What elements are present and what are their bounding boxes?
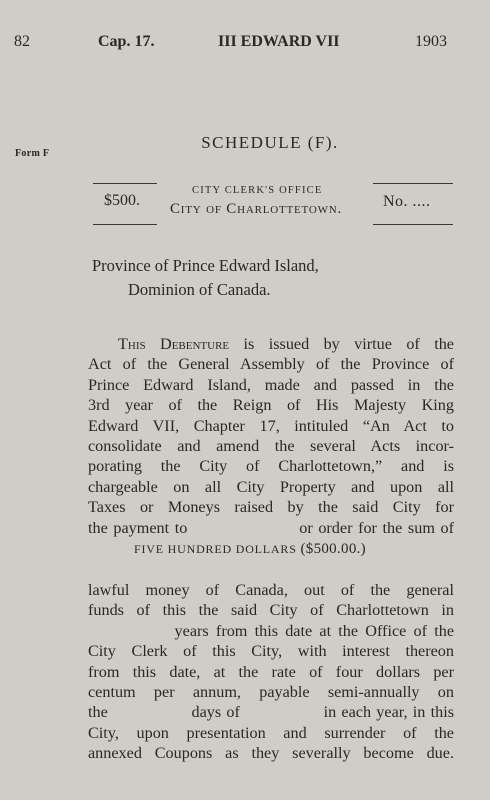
- debenture-paragraph-2: [88, 580, 454, 764]
- amount-rule-bottom: [93, 224, 157, 225]
- number-rule-top: [373, 183, 453, 184]
- paragraph-line: funds of this the said City of Charlottetown in: [88, 601, 454, 620]
- paragraph-line: Taxes or Moneys raised by the said City for: [88, 498, 454, 517]
- dominion-line: Dominion of Canada.: [128, 280, 271, 299]
- schedule-title: SCHEDULE (F).: [201, 133, 339, 152]
- paragraph-line: Prince Edward Island, made and passed in the: [88, 375, 454, 394]
- city-label: City of Charlottetown.: [170, 201, 343, 217]
- paragraph-line: annexed Coupons as they severally become due.: [88, 744, 454, 763]
- paragraph-line-text: is issued by virtue of the: [229, 335, 454, 353]
- paragraph-line: 3rd year of the Reign of His Majesty King: [88, 396, 454, 415]
- debenture-number: No. ....: [383, 193, 431, 210]
- chapter-label: Cap. 17.: [98, 33, 155, 50]
- paragraph-line: City, upon presentation and surrender of the: [88, 723, 454, 742]
- debenture-amount: $500.: [104, 192, 140, 209]
- debenture-lead: This Debenture: [118, 335, 230, 353]
- form-label: Form F: [15, 148, 50, 159]
- paragraph-line: centum per annum, payable semi-annually on: [88, 683, 454, 702]
- paragraph-line: years from this date at the Office of the: [88, 621, 454, 640]
- sum-figure: ($500.00.): [300, 541, 366, 557]
- paragraph-line: [88, 334, 454, 354]
- paragraph-line: Edward VII, Chapter 17, intituled “An Act to: [88, 416, 454, 435]
- paragraph-line: chargeable on all City Property and upon all: [88, 477, 454, 496]
- province-line: Province of Prince Edward Island,: [92, 256, 319, 275]
- paragraph-line: the payment to or order for the sum of: [88, 518, 454, 537]
- paragraph-line: Act of the General Assembly of the Province of: [88, 355, 454, 374]
- paragraph-line: porating the City of Charlottetown,” and is: [88, 457, 454, 476]
- paragraph-line: City Clerk of this City, with interest thereon: [88, 642, 454, 661]
- page-number: 82: [14, 33, 30, 50]
- statute-title: III EDWARD VII: [218, 33, 340, 50]
- office-label: CITY CLERK'S OFFICE: [192, 185, 323, 196]
- paragraph-line: the days of in each year, in this: [88, 703, 454, 722]
- paragraph-line: consolidate and amend the several Acts incor-: [88, 437, 454, 456]
- number-rule-bottom: [373, 224, 453, 225]
- sum-in-words: [0, 541, 490, 558]
- debenture-paragraph-1: [88, 334, 454, 538]
- paragraph-line: lawful money of Canada, out of the general: [88, 581, 454, 599]
- sum-words-text: FIVE HUNDRED DOLLARS: [134, 542, 297, 556]
- year-label: 1903: [415, 33, 447, 50]
- amount-rule-top: [93, 183, 157, 184]
- paragraph-line: from this date, at the rate of four dollars per: [88, 662, 454, 681]
